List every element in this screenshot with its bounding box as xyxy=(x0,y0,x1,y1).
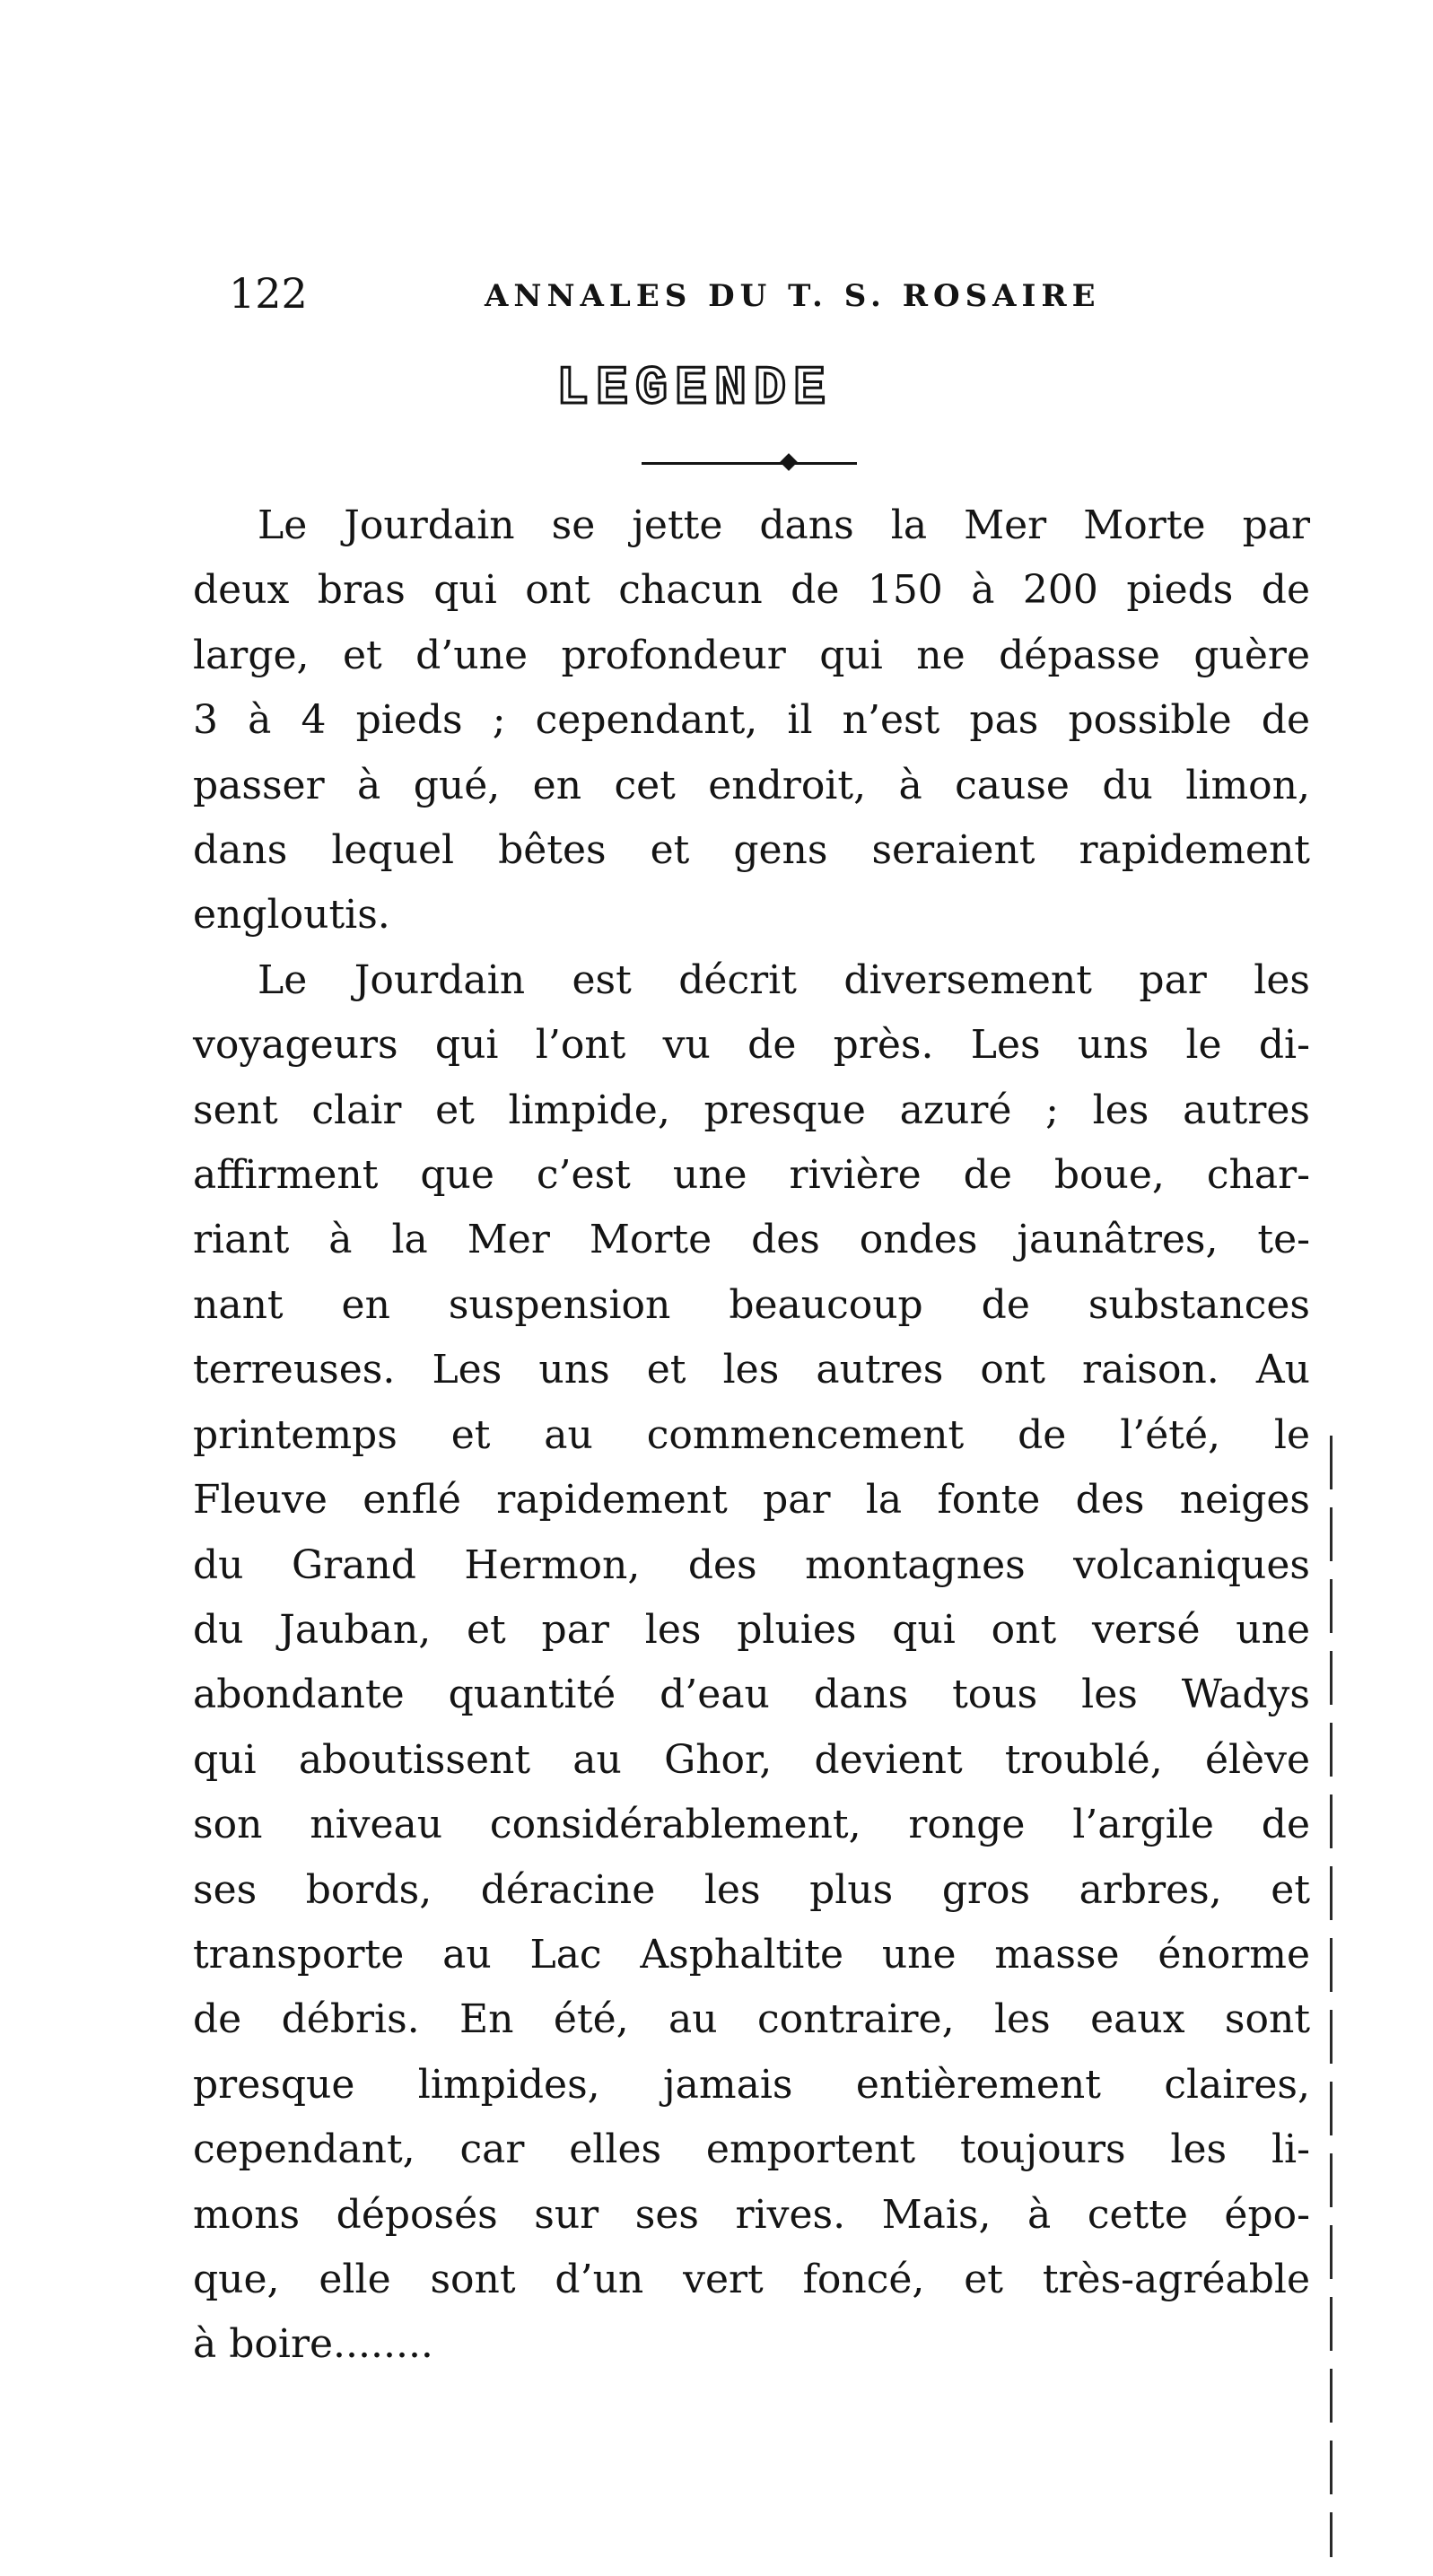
text-line: transporte au Lac Asphaltite une masse énorme xyxy=(193,1931,1310,1978)
text-line: presque limpides, jamais entièrement claires, xyxy=(193,2061,1310,2108)
text-line: abondante quantité d’eau dans tous les Wadys xyxy=(193,1672,1310,1718)
running-head: ANNALES DU T. S. ROSAIRE xyxy=(485,278,1101,314)
text-line: Le Jourdain est décrit diversement par les xyxy=(258,956,1310,1003)
section-title: LEGENDE xyxy=(556,359,834,420)
text-line: du Jauban, et par les pluies qui ont versé une xyxy=(193,1606,1310,1653)
text-line: à boire........ xyxy=(193,2321,433,2368)
text-line: 3 à 4 pieds ; cependant, il n’est pas possible de xyxy=(193,697,1310,744)
title-ornament-diamond xyxy=(780,453,798,471)
paragraph-1 xyxy=(193,493,1359,948)
text-line: son niveau considérablement, ronge l’argile de xyxy=(193,1802,1310,1848)
title-ornament-rule xyxy=(642,462,857,465)
text-line: qui aboutissent au Ghor, devient troublé, élève xyxy=(193,1736,1310,1783)
text-line: cependant, car elles emportent toujours les li- xyxy=(193,2126,1310,2173)
margin-scan-line xyxy=(1330,1436,1333,2557)
text-line: deux bras qui ont chacun de 150 à 200 pieds de xyxy=(193,567,1310,614)
page-number: 122 xyxy=(229,269,308,318)
text-line: ses bords, déracine les plus gros arbres, et xyxy=(193,1866,1310,1913)
text-line: de débris. En été, au contraire, les eaux sont xyxy=(193,1996,1310,2043)
text-line: sent clair et limpide, presque azuré ; les autres xyxy=(193,1087,1310,1133)
text-line: large, et d’une profondeur qui ne dépasse guère xyxy=(193,632,1310,678)
text-line: engloutis. xyxy=(193,892,390,939)
text-line: affirment que c’est une rivière de boue, char- xyxy=(193,1152,1310,1199)
text-line: que, elle sont d’un vert foncé, et très-agréable xyxy=(193,2256,1310,2302)
text-line: du Grand Hermon, des montagnes volcaniques xyxy=(193,1541,1310,1588)
paragraph-2 xyxy=(193,948,1359,2378)
text-line: printemps et au commencement de l’été, le xyxy=(193,1411,1310,1458)
text-line: riant à la Mer Morte des ondes jaunâtres, te- xyxy=(193,1217,1310,1263)
text-line: voyageurs qui l’ont vu de près. Les uns le di- xyxy=(193,1022,1310,1069)
page-header xyxy=(229,269,1144,341)
text-line: passer à gué, en cet endroit, à cause du limon, xyxy=(193,762,1310,808)
text-line: mons déposés sur ses rives. Mais, à cette épo- xyxy=(193,2191,1310,2238)
text-line: terreuses. Les uns et les autres ont raison. Au xyxy=(193,1347,1310,1393)
body-text xyxy=(193,493,1359,2378)
text-line: dans lequel bêtes et gens seraient rapidement xyxy=(193,827,1310,874)
text-line: nant en suspension beaucoup de substances xyxy=(193,1281,1310,1328)
text-line: Le Jourdain se jette dans la Mer Morte par xyxy=(258,502,1310,548)
text-line: Fleuve enflé rapidement par la fonte des neiges xyxy=(193,1477,1310,1524)
